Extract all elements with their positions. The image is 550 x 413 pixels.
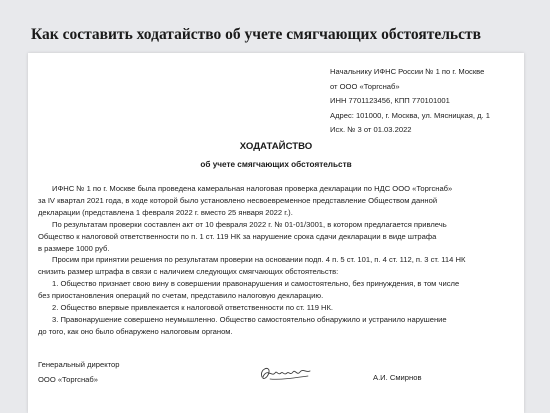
text-line: за IV квартал 2021 года, в ходе которой было установлено несвоевременное представление Обществом данной [38,195,438,205]
signer-company: ООО «Торгснаб» [38,374,98,384]
text-line: до того, как оно было обнаружено налоговым органом. [38,326,233,336]
paragraph-circumstance-3 [38,314,504,338]
text-line: снизить размер штрафа в связи с наличием следующих смягчающих обстоятельств: [38,267,339,277]
document-subtitle: об учете смягчающих обстоятельств [200,160,352,169]
document-body [38,183,504,338]
signer-block [38,358,119,387]
text-line: декларации (представлена 1 февраля 2022 г. вместо 25 января 2022 г.). [38,207,293,217]
text-line: По результатам проверки составлен акт от 10 февраля 2022 г. № 01-01/3001, в котором предлагается привлечь [52,219,447,229]
page-heading: Как составить ходатайство об учете смягчающих обстоятельств [31,26,481,43]
text-line: 3. Правонарушение совершено неумышленно. Общество самостоятельно обнаружило и устранило нарушение [52,314,447,324]
addressee-line: Исх. № 3 от 01.03.2022 [330,125,412,135]
document-sheet [28,53,524,413]
paragraph-circumstance-2 [38,302,504,314]
text-line: в размере 1000 руб. [38,243,110,253]
paragraph-act [38,219,504,255]
signer-position: Генеральный директор [38,360,120,369]
text-line: ИФНС № 1 по г. Москве была проведена камеральная налоговая проверка декларации по НДС ООО «Торгснаб» [52,184,453,193]
paragraph-request [38,254,504,278]
addressee-line: ИНН 7701123456, КПП 770101001 [330,96,450,106]
addressee-line: Начальнику ИФНС России № 1 по г. Москве [330,67,485,76]
text-line: 2. Общество впервые привлекается к налоговой ответственности по ст. 119 НК. [52,303,334,313]
document-title: ХОДАТАЙСТВО [239,141,313,152]
text-line: Просим при принятии решения по результатам проверки на основании подп. 4 п. 5 ст. 101, п. 4 ст. 112, п. 3 ст. 114 НК [52,255,466,265]
handwritten-signature [256,359,316,389]
text-line: без приостановления операций по счетам, представило налоговую декларацию. [38,291,324,301]
paragraph-circumstance-1 [38,278,504,302]
addressee-line: Адрес: 101000, г. Москва, ул. Мясницкая, д. 1 [330,110,490,120]
addressee-line: от ООО «Торгснаб» [330,81,400,91]
signer-name: А.И. Смирнов [373,373,422,382]
text-line: Общество к налоговой ответственности по п. 1 ст. 119 НК за нарушение срока сдачи декларации в виде штрафа [38,231,437,241]
text-line: 1. Общество признает свою вину в совершении правонарушения и самостоятельно, без принуждения, в том числе [52,279,460,289]
paragraph-inspection [38,183,504,219]
addressee-block [330,65,490,138]
